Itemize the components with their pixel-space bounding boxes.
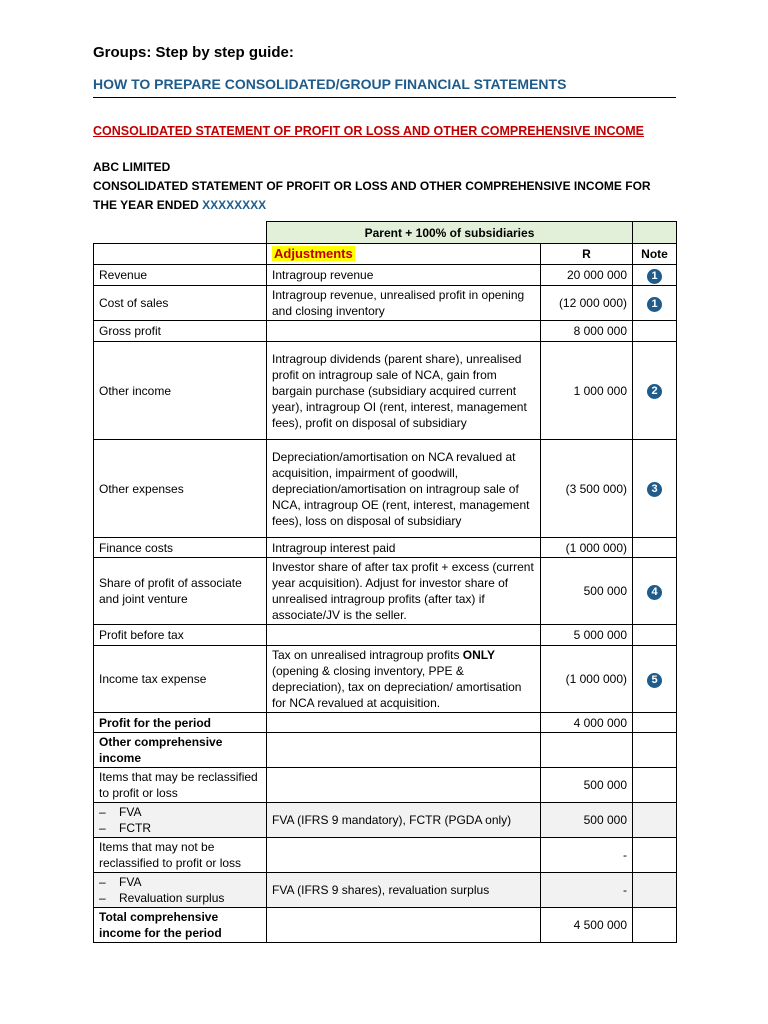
adjustment-text: Intragroup interest paid bbox=[267, 538, 541, 558]
line-item: Income tax expense bbox=[94, 646, 267, 713]
line-item: – FVA – FCTR bbox=[94, 803, 267, 838]
consolidated-statement-table bbox=[93, 221, 677, 943]
table-row bbox=[94, 733, 677, 768]
note-badge-icon[interactable]: 4 bbox=[647, 585, 662, 600]
amount: (1 000 000) bbox=[541, 646, 633, 713]
line-item: Profit for the period bbox=[94, 713, 267, 733]
statement-title-text: CONSOLIDATED STATEMENT OF PROFIT OR LOSS AND OTHER COMPREHENSIVE INCOME FOR THE YEAR ENDED bbox=[93, 179, 651, 212]
amount: 1 000 000 bbox=[541, 342, 633, 440]
line-item: Items that may be reclassified to profit or loss bbox=[94, 768, 267, 803]
amount: 8 000 000 bbox=[541, 321, 633, 342]
amount: 500 000 bbox=[541, 768, 633, 803]
line-item: Gross profit bbox=[94, 321, 267, 342]
amount: (12 000 000) bbox=[541, 286, 633, 321]
adjustment-text: Depreciation/amortisation on NCA revalued at acquisition, impairment of goodwill, depreciation/amortisation on intragroup sale of NCA, intragroup OE (rent, interest, management fees), loss on disposal of subsidiary bbox=[267, 440, 541, 538]
note-badge-icon[interactable]: 2 bbox=[647, 384, 662, 399]
line-item: Profit before tax bbox=[94, 625, 267, 646]
note-badge-icon[interactable]: 1 bbox=[647, 297, 662, 312]
note-badge-icon[interactable]: 3 bbox=[647, 482, 662, 497]
table-row bbox=[94, 265, 677, 286]
amount: - bbox=[541, 873, 633, 908]
amount: (3 500 000) bbox=[541, 440, 633, 538]
year-ended-placeholder: XXXXXXXX bbox=[202, 198, 267, 212]
line-item: Items that may not be reclassified to profit or loss bbox=[94, 838, 267, 873]
table-row bbox=[94, 625, 677, 646]
table-row bbox=[94, 342, 677, 440]
adjustment-text: Intragroup revenue, unrealised profit in opening and closing inventory bbox=[267, 286, 541, 321]
adjustment-text: Tax on unrealised intragroup profits ONLY (opening & closing inventory, PPE & depreciation), tax on depreciation/ amortisation for NCA revalued at acquisition. bbox=[267, 646, 541, 713]
adjustment-text: Investor share of after tax profit + excess (current year acquisition). Adjust for investor share of unrealised intragroup profits (after tax) if associate/JV is the seller. bbox=[267, 558, 541, 625]
line-item: Other comprehensive income bbox=[94, 733, 267, 768]
amount: (1 000 000) bbox=[541, 538, 633, 558]
line-item: Other expenses bbox=[94, 440, 267, 538]
section-title: CONSOLIDATED STATEMENT OF PROFIT OR LOSS AND OTHER COMPREHENSIVE INCOME bbox=[93, 124, 644, 138]
amount: 5 000 000 bbox=[541, 625, 633, 646]
table-row bbox=[94, 873, 677, 908]
main-title: HOW TO PREPARE CONSOLIDATED/GROUP FINANCIAL STATEMENTS bbox=[93, 66, 676, 98]
note-badge-icon[interactable]: 1 bbox=[647, 269, 662, 284]
note-badge-icon[interactable]: 5 bbox=[647, 673, 662, 688]
table-row bbox=[94, 908, 677, 943]
table-row bbox=[94, 838, 677, 873]
company-name: ABC LIMITED bbox=[93, 160, 171, 174]
guide-title: Groups: Step by step guide: bbox=[93, 44, 294, 61]
line-item: Total comprehensive income for the period bbox=[94, 908, 267, 943]
table-row bbox=[94, 558, 677, 625]
amount-header: R bbox=[541, 244, 633, 265]
line-item: Share of profit of associate and joint venture bbox=[94, 558, 267, 625]
adjustment-text: Intragroup revenue bbox=[267, 265, 541, 286]
table-row bbox=[94, 440, 677, 538]
group-header: Parent + 100% of subsidiaries bbox=[267, 222, 633, 244]
amount: - bbox=[541, 838, 633, 873]
line-item: Revenue bbox=[94, 265, 267, 286]
table-row bbox=[94, 538, 677, 558]
table-row bbox=[94, 713, 677, 733]
adjustment-text: FVA (IFRS 9 mandatory), FCTR (PGDA only) bbox=[267, 803, 541, 838]
note-header: Note bbox=[633, 244, 677, 265]
table-row bbox=[94, 321, 677, 342]
amount: 4 500 000 bbox=[541, 908, 633, 943]
table-row bbox=[94, 646, 677, 713]
line-item: Cost of sales bbox=[94, 286, 267, 321]
table-row bbox=[94, 286, 677, 321]
table-row bbox=[94, 803, 677, 838]
adjustment-text: FVA (IFRS 9 shares), revaluation surplus bbox=[267, 873, 541, 908]
document-page bbox=[93, 40, 676, 215]
adjustments-header: Adjustments bbox=[274, 246, 353, 261]
amount: 20 000 000 bbox=[541, 265, 633, 286]
line-item: Finance costs bbox=[94, 538, 267, 558]
line-item: Other income bbox=[94, 342, 267, 440]
statement-title bbox=[93, 177, 676, 215]
amount: 4 000 000 bbox=[541, 713, 633, 733]
line-item: – FVA – Revaluation surplus bbox=[94, 873, 267, 908]
amount: 500 000 bbox=[541, 558, 633, 625]
adjustment-text: Intragroup dividends (parent share), unrealised profit on intragroup sale of NCA, gain from bargain purchase (subsidiary acquired current year), intragroup OI (rent, interest, management fees), profit on disposal of subsidiary bbox=[267, 342, 541, 440]
amount: 500 000 bbox=[541, 803, 633, 838]
table-row bbox=[94, 768, 677, 803]
